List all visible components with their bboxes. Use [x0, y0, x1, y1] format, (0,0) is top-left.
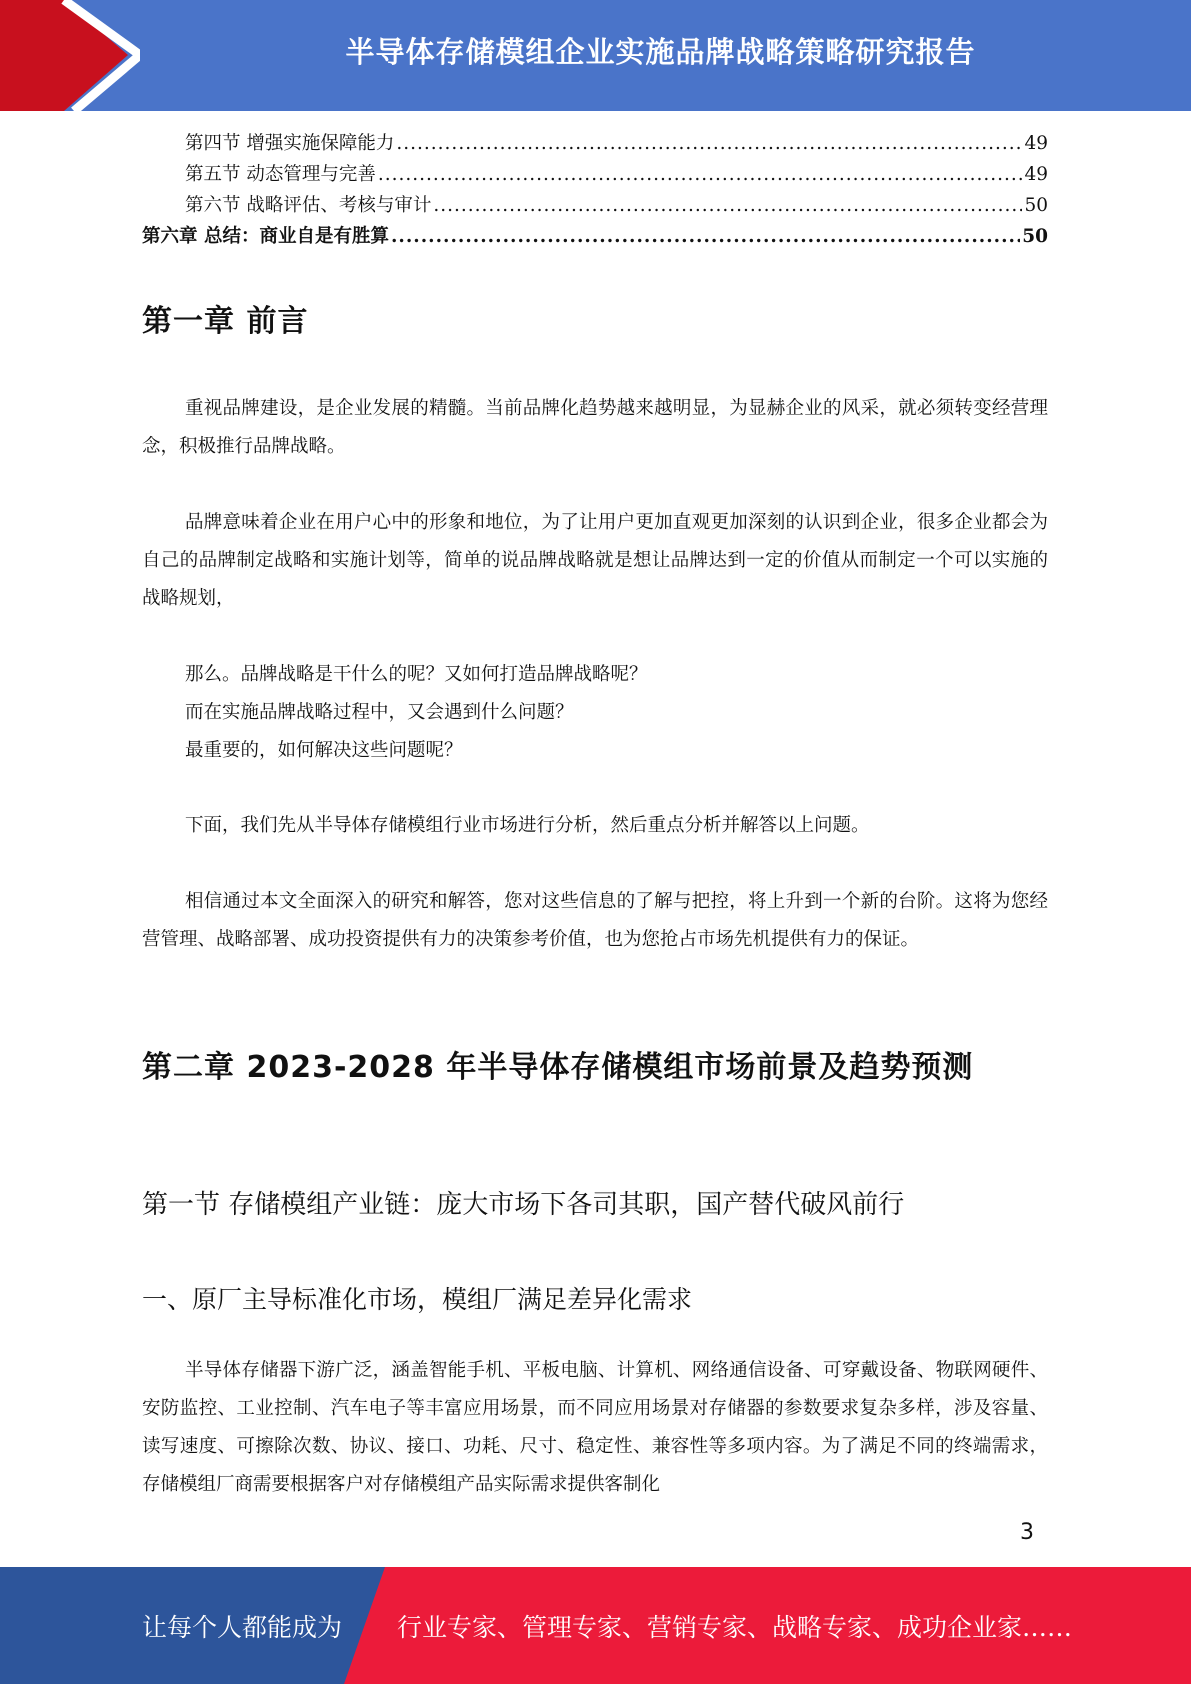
toc-entry-label: 第四节 增强实施保障能力: [185, 133, 395, 154]
toc-entry-label: 第六节 战略评估、考核与审计: [185, 195, 432, 216]
section-heading: 第一节 存储模组产业链：庞大市场下各司其职，国产替代破风前行: [142, 1190, 905, 1220]
footer-slogan-right: 行业专家、管理专家、营销专家、战略专家、成功企业家……: [397, 1612, 1073, 1642]
toc-entry[interactable]: [142, 221, 1048, 252]
subsection-heading: 一、原厂主导标准化市场，模组厂满足差异化需求: [142, 1285, 693, 1314]
toc-page-number: 49: [1024, 164, 1048, 185]
report-title: 半导体存储模组企业实施品牌战略策略研究报告: [345, 34, 976, 69]
toc-entry-label: 第五节 动态管理与完善: [185, 164, 376, 185]
footer-slogan-left: 让每个人都能成为: [142, 1612, 343, 1642]
toc-page-number: 50: [1022, 226, 1048, 247]
toc-page-number: 50: [1024, 195, 1048, 216]
toc-entry-label: 第六章 总结：商业自是有胜算: [142, 226, 389, 247]
question-line: 而在实施品牌战略过程中，又会遇到什么问题？: [185, 702, 574, 723]
toc-leader: [396, 128, 1022, 159]
toc-entry[interactable]: [142, 159, 1048, 190]
page-number: 3: [1020, 1520, 1034, 1545]
body-paragraph: 半导体存储器下游广泛，涵盖智能手机、平板电脑、计算机、网络通信设备、可穿戴设备、物联网硬件、安防监控、工业控制、汽车电子等丰富应用场景，而不同应用场景对存储器的参数要求复杂多样，涉及容量、读写速度、可擦除次数、协议、接口、功耗、尺寸、稳定性、兼容性等多项内容。为了满足不同的终端需求，存储模组厂商需要根据客户对存储模组产品实际需求提供客制化: [142, 1360, 1048, 1495]
body-paragraph: 下面，我们先从半导体存储模组行业市场进行分析，然后重点分析并解答以上问题。: [185, 815, 870, 836]
toc-leader: [378, 159, 1023, 190]
toc-leader: [433, 190, 1022, 221]
toc-page-number: 49: [1024, 133, 1048, 154]
chapter-heading: 第二章 2023-2028 年半导体存储模组市场前景及趋势预测: [142, 1050, 974, 1085]
question-line: 那么。品牌战略是干什么的呢？又如何打造品牌战略呢？: [185, 664, 648, 685]
question-line: 最重要的，如何解决这些问题呢？: [185, 740, 463, 761]
header-arrow-decoration: [0, 0, 140, 111]
body-paragraph: 品牌意味着企业在用户心中的形象和地位，为了让用户更加直观更加深刻的认识到企业，很多企业都会为自己的品牌制定战略和实施计划等，简单的说品牌战略就是想让品牌达到一定的价值从而制定一个可以实施的战略规划，: [142, 512, 1048, 609]
body-paragraph: 重视品牌建设，是企业发展的精髓。当前品牌化趋势越来越明显，为显赫企业的风采，就必须转变经营理念，积极推行品牌战略。: [142, 398, 1048, 457]
page-footer: [0, 1567, 1191, 1684]
toc-entry[interactable]: [142, 128, 1048, 159]
chapter-heading: 第一章 前言: [142, 304, 309, 339]
page-header: [0, 0, 1191, 111]
body-paragraph: 相信通过本文全面深入的研究和解答，您对这些信息的了解与把控，将上升到一个新的台阶。这将为您经营管理、战略部署、成功投资提供有力的决策参考价值，也为您抢占市场先机提供有力的保证。: [142, 891, 1048, 950]
toc-leader: [391, 221, 1020, 252]
toc-entry[interactable]: [142, 190, 1048, 221]
table-of-contents: [142, 128, 1048, 252]
